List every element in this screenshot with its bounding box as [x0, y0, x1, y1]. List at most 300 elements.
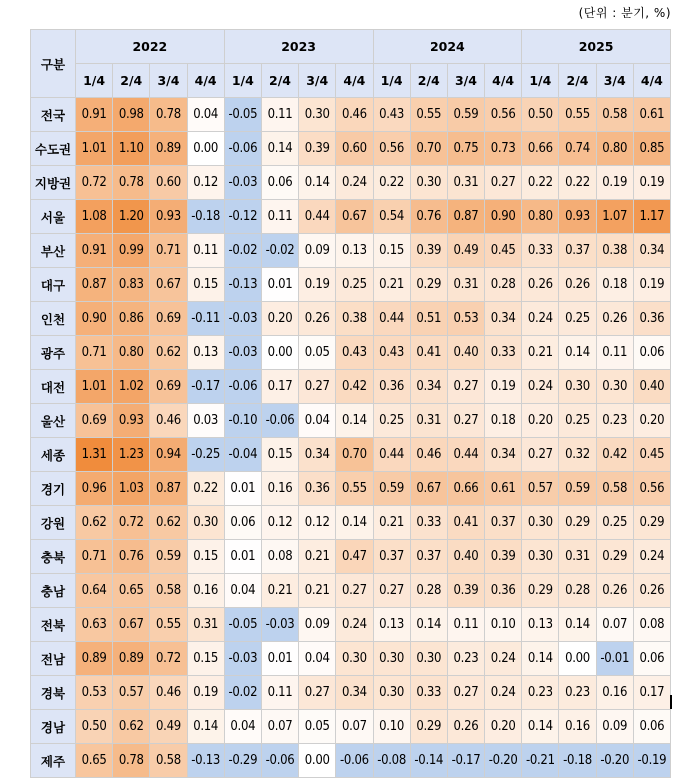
value-cell: 0.29: [596, 540, 633, 574]
value-cell: 0.27: [485, 166, 522, 200]
value-cell: 0.22: [559, 166, 596, 200]
value-cell: -0.06: [224, 132, 261, 166]
value-cell: 0.14: [559, 608, 596, 642]
value-cell: 0.11: [596, 336, 633, 370]
value-cell: 0.30: [299, 98, 336, 132]
quarter-header: 4/4: [336, 64, 373, 98]
value-cell: 0.98: [113, 98, 150, 132]
region-label: 전남: [31, 642, 76, 676]
table-row: [31, 438, 671, 472]
value-cell: 0.30: [559, 370, 596, 404]
value-cell: 0.05: [299, 710, 336, 744]
quarter-header: 2/4: [261, 64, 298, 98]
value-cell: 0.40: [447, 540, 484, 574]
value-cell: 0.34: [299, 438, 336, 472]
value-cell: -0.06: [336, 744, 373, 778]
value-cell: 0.06: [633, 710, 670, 744]
value-cell: 0.05: [299, 336, 336, 370]
quarter-header: 1/4: [76, 64, 113, 98]
value-cell: 0.20: [485, 710, 522, 744]
value-cell: 0.49: [150, 710, 187, 744]
value-cell: 0.26: [299, 302, 336, 336]
value-cell: 0.42: [336, 370, 373, 404]
quarter-header-row: [31, 64, 671, 98]
value-cell: 0.21: [299, 540, 336, 574]
value-cell: 0.62: [150, 336, 187, 370]
value-cell: 0.06: [633, 642, 670, 676]
value-cell: 1.02: [113, 370, 150, 404]
value-cell: 0.14: [336, 506, 373, 540]
year-header: 2023: [224, 30, 373, 64]
value-cell: 0.10: [485, 608, 522, 642]
value-cell: 0.13: [336, 234, 373, 268]
value-cell: 0.08: [261, 540, 298, 574]
value-cell: 0.43: [373, 336, 410, 370]
region-label: 수도권: [31, 132, 76, 166]
value-cell: 0.76: [410, 200, 447, 234]
value-cell: 0.47: [336, 540, 373, 574]
value-cell: 0.15: [187, 642, 224, 676]
value-cell: 0.14: [299, 166, 336, 200]
region-label: 충남: [31, 574, 76, 608]
value-cell: 0.58: [596, 472, 633, 506]
unit-note: (단위 : 분기, %): [578, 6, 671, 20]
value-cell: 0.24: [633, 540, 670, 574]
value-cell: 0.33: [522, 234, 559, 268]
value-cell: 0.15: [187, 268, 224, 302]
value-cell: 0.58: [150, 574, 187, 608]
value-cell: 0.25: [559, 404, 596, 438]
value-cell: 0.38: [336, 302, 373, 336]
value-cell: 0.19: [633, 268, 670, 302]
value-cell: -0.18: [559, 744, 596, 778]
value-cell: 0.21: [373, 506, 410, 540]
value-cell: 0.33: [410, 676, 447, 710]
value-cell: 0.60: [336, 132, 373, 166]
table-row: [31, 404, 671, 438]
value-cell: 0.56: [633, 472, 670, 506]
region-label: 대구: [31, 268, 76, 302]
value-cell: 0.67: [410, 472, 447, 506]
table-row: [31, 744, 671, 778]
value-cell: 0.94: [150, 438, 187, 472]
value-cell: 0.66: [522, 132, 559, 166]
value-cell: -0.11: [187, 302, 224, 336]
value-cell: 0.74: [559, 132, 596, 166]
value-cell: 0.93: [150, 200, 187, 234]
value-cell: 0.01: [261, 268, 298, 302]
value-cell: 0.44: [447, 438, 484, 472]
value-cell: 0.14: [410, 608, 447, 642]
quarter-header: 2/4: [113, 64, 150, 98]
value-cell: 0.24: [336, 166, 373, 200]
region-label: 지방권: [31, 166, 76, 200]
value-cell: 0.03: [187, 404, 224, 438]
value-cell: 1.23: [113, 438, 150, 472]
value-cell: 0.04: [187, 98, 224, 132]
value-cell: 0.22: [373, 166, 410, 200]
value-cell: 0.17: [261, 370, 298, 404]
value-cell: 0.11: [187, 234, 224, 268]
value-cell: 1.01: [76, 370, 113, 404]
quarter-header: 4/4: [633, 64, 670, 98]
value-cell: 0.06: [224, 506, 261, 540]
value-cell: 0.80: [596, 132, 633, 166]
value-cell: 0.01: [261, 642, 298, 676]
value-cell: 0.43: [373, 98, 410, 132]
value-cell: 0.78: [113, 166, 150, 200]
value-cell: 0.25: [336, 268, 373, 302]
value-cell: 0.15: [373, 234, 410, 268]
value-cell: 0.44: [373, 438, 410, 472]
value-cell: 0.90: [76, 302, 113, 336]
value-cell: 0.36: [633, 302, 670, 336]
edge-mark: [670, 695, 672, 709]
value-cell: 0.86: [113, 302, 150, 336]
value-cell: 0.14: [187, 710, 224, 744]
value-cell: 0.27: [299, 370, 336, 404]
table-row: [31, 166, 671, 200]
value-cell: 0.83: [113, 268, 150, 302]
value-cell: 0.29: [633, 506, 670, 540]
value-cell: 0.67: [150, 268, 187, 302]
value-cell: -0.03: [224, 302, 261, 336]
value-cell: 0.37: [410, 540, 447, 574]
value-cell: 0.21: [373, 268, 410, 302]
value-cell: -0.19: [633, 744, 670, 778]
value-cell: 0.26: [522, 268, 559, 302]
value-cell: 0.80: [113, 336, 150, 370]
value-cell: 0.07: [336, 710, 373, 744]
value-cell: 0.27: [336, 574, 373, 608]
value-cell: 0.69: [150, 370, 187, 404]
value-cell: 0.21: [299, 574, 336, 608]
value-cell: 0.24: [522, 370, 559, 404]
value-cell: 0.41: [410, 336, 447, 370]
value-cell: 0.39: [299, 132, 336, 166]
value-cell: 0.11: [447, 608, 484, 642]
value-cell: 0.87: [150, 472, 187, 506]
value-cell: 0.71: [76, 336, 113, 370]
value-cell: 0.24: [485, 676, 522, 710]
value-cell: 0.13: [187, 336, 224, 370]
value-cell: 0.36: [485, 574, 522, 608]
value-cell: 0.18: [596, 268, 633, 302]
value-cell: 0.75: [447, 132, 484, 166]
value-cell: 0.14: [261, 132, 298, 166]
value-cell: 0.23: [522, 676, 559, 710]
value-cell: 0.78: [113, 744, 150, 778]
corner-header: 구분: [31, 30, 76, 98]
value-cell: 0.34: [633, 234, 670, 268]
table-row: [31, 370, 671, 404]
value-cell: 0.59: [150, 540, 187, 574]
value-cell: 0.19: [485, 370, 522, 404]
value-cell: 0.14: [559, 336, 596, 370]
value-cell: -0.29: [224, 744, 261, 778]
value-cell: 0.20: [261, 302, 298, 336]
value-cell: 0.21: [261, 574, 298, 608]
value-cell: 0.07: [261, 710, 298, 744]
value-cell: 0.12: [299, 506, 336, 540]
value-cell: -0.17: [447, 744, 484, 778]
value-cell: 0.30: [522, 540, 559, 574]
value-cell: 0.73: [485, 132, 522, 166]
value-cell: 0.39: [410, 234, 447, 268]
value-cell: -0.03: [224, 642, 261, 676]
table-row: [31, 574, 671, 608]
value-cell: 0.15: [261, 438, 298, 472]
value-cell: 0.25: [559, 302, 596, 336]
value-cell: 0.26: [596, 302, 633, 336]
value-cell: 0.17: [633, 676, 670, 710]
value-cell: 0.30: [373, 676, 410, 710]
region-label: 대전: [31, 370, 76, 404]
value-cell: 0.32: [559, 438, 596, 472]
value-cell: 0.23: [596, 404, 633, 438]
value-cell: -0.20: [485, 744, 522, 778]
value-cell: -0.01: [596, 642, 633, 676]
value-cell: 0.14: [522, 710, 559, 744]
value-cell: 0.80: [522, 200, 559, 234]
value-cell: 1.07: [596, 200, 633, 234]
table-row: [31, 506, 671, 540]
value-cell: 0.54: [373, 200, 410, 234]
value-cell: 0.22: [522, 166, 559, 200]
value-cell: 0.76: [113, 540, 150, 574]
value-cell: 0.62: [113, 710, 150, 744]
value-cell: 0.16: [261, 472, 298, 506]
value-cell: 0.64: [76, 574, 113, 608]
value-cell: 0.42: [596, 438, 633, 472]
value-cell: 0.14: [522, 642, 559, 676]
value-cell: 0.63: [76, 608, 113, 642]
value-cell: 0.53: [447, 302, 484, 336]
value-cell: 0.78: [150, 98, 187, 132]
value-cell: -0.06: [224, 370, 261, 404]
value-cell: 0.19: [299, 268, 336, 302]
value-cell: 0.23: [447, 642, 484, 676]
value-cell: 0.50: [76, 710, 113, 744]
value-cell: 0.71: [76, 540, 113, 574]
value-cell: 0.85: [633, 132, 670, 166]
value-cell: 0.00: [559, 642, 596, 676]
value-cell: 0.72: [150, 642, 187, 676]
value-cell: 0.18: [485, 404, 522, 438]
value-cell: 0.40: [447, 336, 484, 370]
region-label: 세종: [31, 438, 76, 472]
quarter-header: 3/4: [447, 64, 484, 98]
value-cell: 0.06: [633, 336, 670, 370]
value-cell: 1.10: [113, 132, 150, 166]
value-cell: 0.69: [76, 404, 113, 438]
value-cell: 0.30: [410, 642, 447, 676]
value-cell: 0.59: [373, 472, 410, 506]
value-cell: 0.33: [485, 336, 522, 370]
value-cell: 0.00: [299, 744, 336, 778]
region-label: 전국: [31, 98, 76, 132]
table-row: [31, 132, 671, 166]
value-cell: 0.46: [410, 438, 447, 472]
value-cell: 0.43: [336, 336, 373, 370]
value-cell: -0.02: [261, 234, 298, 268]
value-cell: 0.00: [187, 132, 224, 166]
value-cell: 0.38: [596, 234, 633, 268]
region-label: 광주: [31, 336, 76, 370]
value-cell: 0.11: [261, 676, 298, 710]
value-cell: 0.36: [299, 472, 336, 506]
value-cell: 0.20: [633, 404, 670, 438]
year-header-row: [31, 30, 671, 64]
table-row: [31, 268, 671, 302]
region-label: 제주: [31, 744, 76, 778]
value-cell: 0.46: [336, 98, 373, 132]
value-cell: 0.22: [187, 472, 224, 506]
value-cell: 0.31: [447, 268, 484, 302]
value-cell: 0.11: [261, 200, 298, 234]
region-label: 경남: [31, 710, 76, 744]
value-cell: 0.29: [410, 268, 447, 302]
value-cell: 0.21: [522, 336, 559, 370]
value-cell: 1.01: [76, 132, 113, 166]
value-cell: -0.03: [224, 166, 261, 200]
value-cell: 0.59: [447, 98, 484, 132]
value-cell: 0.30: [336, 642, 373, 676]
table-row: [31, 302, 671, 336]
value-cell: 0.60: [150, 166, 187, 200]
value-cell: 0.06: [261, 166, 298, 200]
value-cell: 0.87: [76, 268, 113, 302]
region-label: 울산: [31, 404, 76, 438]
table-row: [31, 200, 671, 234]
value-cell: 1.31: [76, 438, 113, 472]
value-cell: 0.31: [447, 166, 484, 200]
value-cell: 0.28: [485, 268, 522, 302]
value-cell: 0.27: [373, 574, 410, 608]
value-cell: -0.02: [224, 676, 261, 710]
value-cell: 0.72: [113, 506, 150, 540]
value-cell: 1.20: [113, 200, 150, 234]
region-label: 인천: [31, 302, 76, 336]
value-cell: 0.37: [485, 506, 522, 540]
value-cell: 0.27: [447, 404, 484, 438]
value-cell: 0.93: [559, 200, 596, 234]
value-cell: -0.06: [261, 404, 298, 438]
region-label: 서울: [31, 200, 76, 234]
value-cell: 0.10: [373, 710, 410, 744]
region-label: 강원: [31, 506, 76, 540]
value-cell: 0.14: [336, 404, 373, 438]
value-cell: 0.91: [76, 234, 113, 268]
value-cell: 0.27: [299, 676, 336, 710]
region-label: 부산: [31, 234, 76, 268]
value-cell: 0.44: [373, 302, 410, 336]
table-body: [31, 98, 671, 778]
value-cell: 0.40: [633, 370, 670, 404]
value-cell: -0.04: [224, 438, 261, 472]
value-cell: 0.93: [113, 404, 150, 438]
value-cell: 0.24: [485, 642, 522, 676]
year-header: 2022: [76, 30, 225, 64]
value-cell: -0.08: [373, 744, 410, 778]
value-cell: 0.61: [485, 472, 522, 506]
quarter-header: 3/4: [299, 64, 336, 98]
value-cell: 0.99: [113, 234, 150, 268]
table-row: [31, 642, 671, 676]
table-row: [31, 540, 671, 574]
value-cell: 0.27: [522, 438, 559, 472]
value-cell: 0.12: [187, 166, 224, 200]
value-cell: 0.55: [150, 608, 187, 642]
value-cell: 0.24: [336, 608, 373, 642]
value-cell: 0.34: [410, 370, 447, 404]
value-cell: 0.30: [373, 642, 410, 676]
value-cell: 0.70: [336, 438, 373, 472]
value-cell: 0.39: [447, 574, 484, 608]
value-cell: 0.29: [559, 506, 596, 540]
quarter-header: 4/4: [187, 64, 224, 98]
value-cell: 0.71: [150, 234, 187, 268]
value-cell: 0.15: [187, 540, 224, 574]
value-cell: 0.90: [485, 200, 522, 234]
value-cell: 0.96: [76, 472, 113, 506]
value-cell: 0.13: [522, 608, 559, 642]
value-cell: 0.28: [559, 574, 596, 608]
value-cell: -0.03: [261, 608, 298, 642]
value-cell: -0.20: [596, 744, 633, 778]
value-cell: 0.36: [373, 370, 410, 404]
quarter-header: 1/4: [373, 64, 410, 98]
value-cell: 0.46: [150, 676, 187, 710]
value-cell: 0.57: [522, 472, 559, 506]
value-cell: 0.20: [522, 404, 559, 438]
value-cell: -0.02: [224, 234, 261, 268]
quarter-header: 4/4: [485, 64, 522, 98]
value-cell: -0.12: [224, 200, 261, 234]
value-cell: 0.29: [410, 710, 447, 744]
value-cell: 0.87: [447, 200, 484, 234]
value-cell: 0.33: [410, 506, 447, 540]
value-cell: 0.30: [596, 370, 633, 404]
value-cell: 0.09: [299, 234, 336, 268]
value-cell: 1.17: [633, 200, 670, 234]
region-label: 경기: [31, 472, 76, 506]
value-cell: 0.28: [410, 574, 447, 608]
value-cell: -0.05: [224, 608, 261, 642]
value-cell: 0.58: [150, 744, 187, 778]
value-cell: 0.91: [76, 98, 113, 132]
value-cell: 0.89: [76, 642, 113, 676]
value-cell: 0.50: [522, 98, 559, 132]
value-cell: -0.17: [187, 370, 224, 404]
value-cell: 0.25: [373, 404, 410, 438]
value-cell: 0.26: [596, 574, 633, 608]
value-cell: 0.19: [187, 676, 224, 710]
year-header: 2025: [522, 30, 671, 64]
value-cell: 0.08: [633, 608, 670, 642]
value-cell: -0.25: [187, 438, 224, 472]
value-cell: 0.04: [299, 642, 336, 676]
value-cell: 0.58: [596, 98, 633, 132]
value-cell: 0.62: [150, 506, 187, 540]
value-cell: 0.31: [559, 540, 596, 574]
value-cell: 0.30: [522, 506, 559, 540]
region-label: 전북: [31, 608, 76, 642]
value-cell: 0.13: [373, 608, 410, 642]
value-cell: 0.19: [633, 166, 670, 200]
value-cell: 0.51: [410, 302, 447, 336]
value-cell: -0.13: [187, 744, 224, 778]
